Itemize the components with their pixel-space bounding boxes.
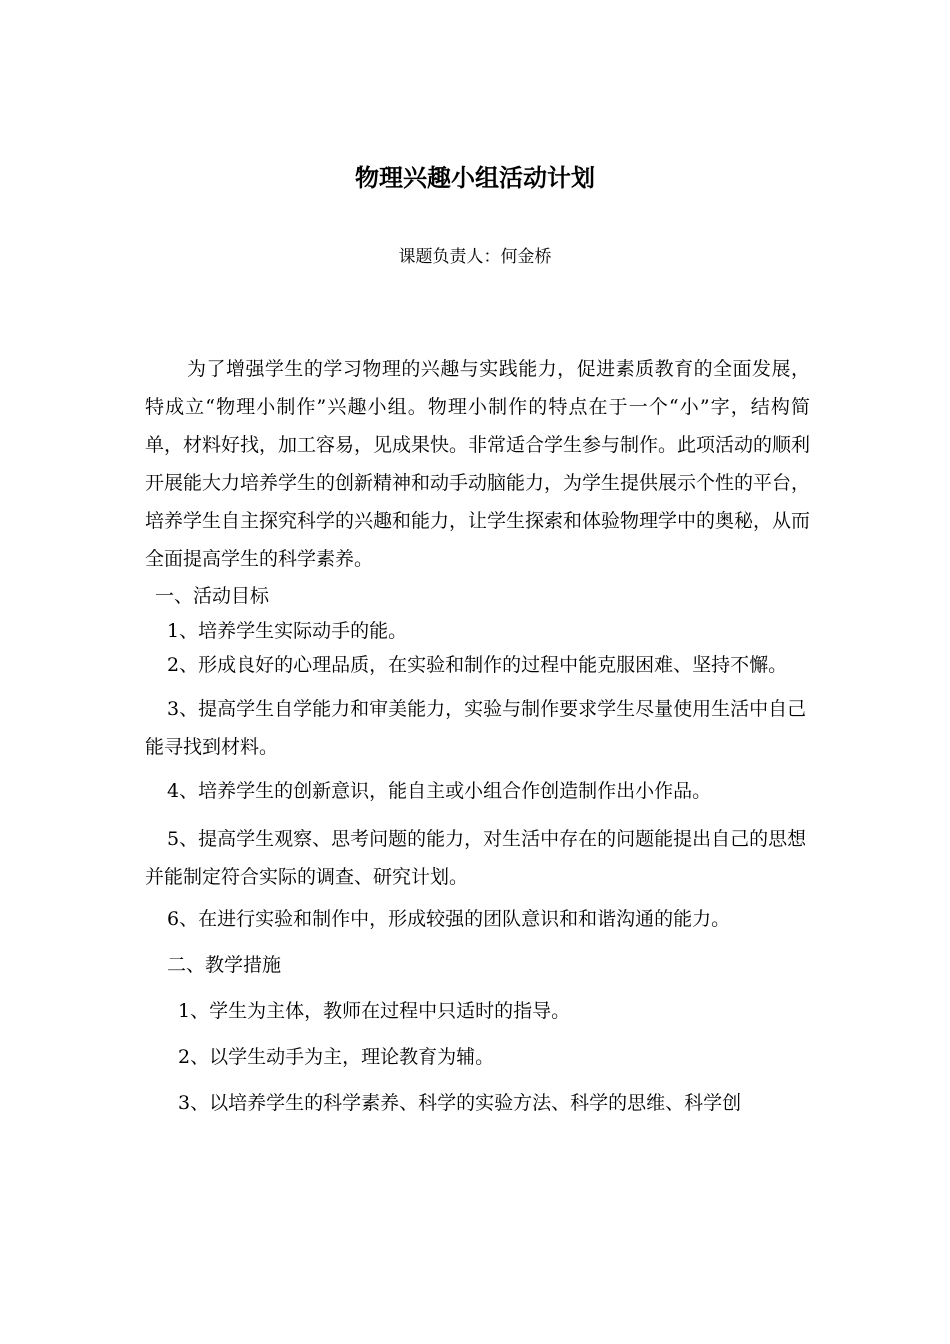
document-subtitle: 课题负责人：何金桥 xyxy=(398,247,552,267)
measure-item-1: 1、学生为主体，教师在过程中只适时的指导。 xyxy=(178,1000,571,1022)
goal-item-4: 4、培养学生的创新意识，能自主或小组合作创造制作出小作品。 xyxy=(167,780,712,802)
document-title: 物理兴趣小组活动计划 xyxy=(355,163,595,192)
measure-item-2: 2、以学生动手为主，理论教育为辅。 xyxy=(178,1046,495,1068)
section-heading-goals: 一、活动目标 xyxy=(155,585,270,607)
goal-item-2: 2、形成良好的心理品质，在实验和制作的过程中能克服困难、坚持不懈。 xyxy=(167,654,788,676)
goal-item-3: 3、提高学生自学能力和审美能力，实验与制作要求学生尽量使用生活中自己能寻找到材料。 xyxy=(145,698,807,758)
goal-item-6: 6、在进行实验和制作中，形成较强的团队意识和和谐沟通的能力。 xyxy=(167,908,731,930)
document-body xyxy=(145,350,810,1120)
section-heading-measures: 二、教学措施 xyxy=(167,954,282,976)
measure-item-3: 3、以培养学生的科学素养、科学的实验方法、科学的思维、科学创 xyxy=(178,1092,742,1114)
goal-item-5: 5、提高学生观察、思考问题的能力，对生活中存在的问题能提出自己的思想并能制定符合实际的调查、研究计划。 xyxy=(145,828,807,888)
goal-item-1: 1、培养学生实际动手的能。 xyxy=(167,620,408,642)
intro-paragraph: 为了增强学生的学习物理的兴趣与实践能力，促进素质教育的全面发展，特成立“物理小制作”兴趣小组。物理小制作的特点在于一个“小”字，结构简单，材料好找，加工容易，见成果快。非常适合学生参与制作。此项活动的顺利开展能大力培养学生的创新精神和动手动脑能力，为学生提供展示个性的平台，培养学生自主探究科学的兴趣和能力，让学生探索和体验物理学中的奥秘，从而全面提高学生的科学素养。 xyxy=(145,358,811,570)
